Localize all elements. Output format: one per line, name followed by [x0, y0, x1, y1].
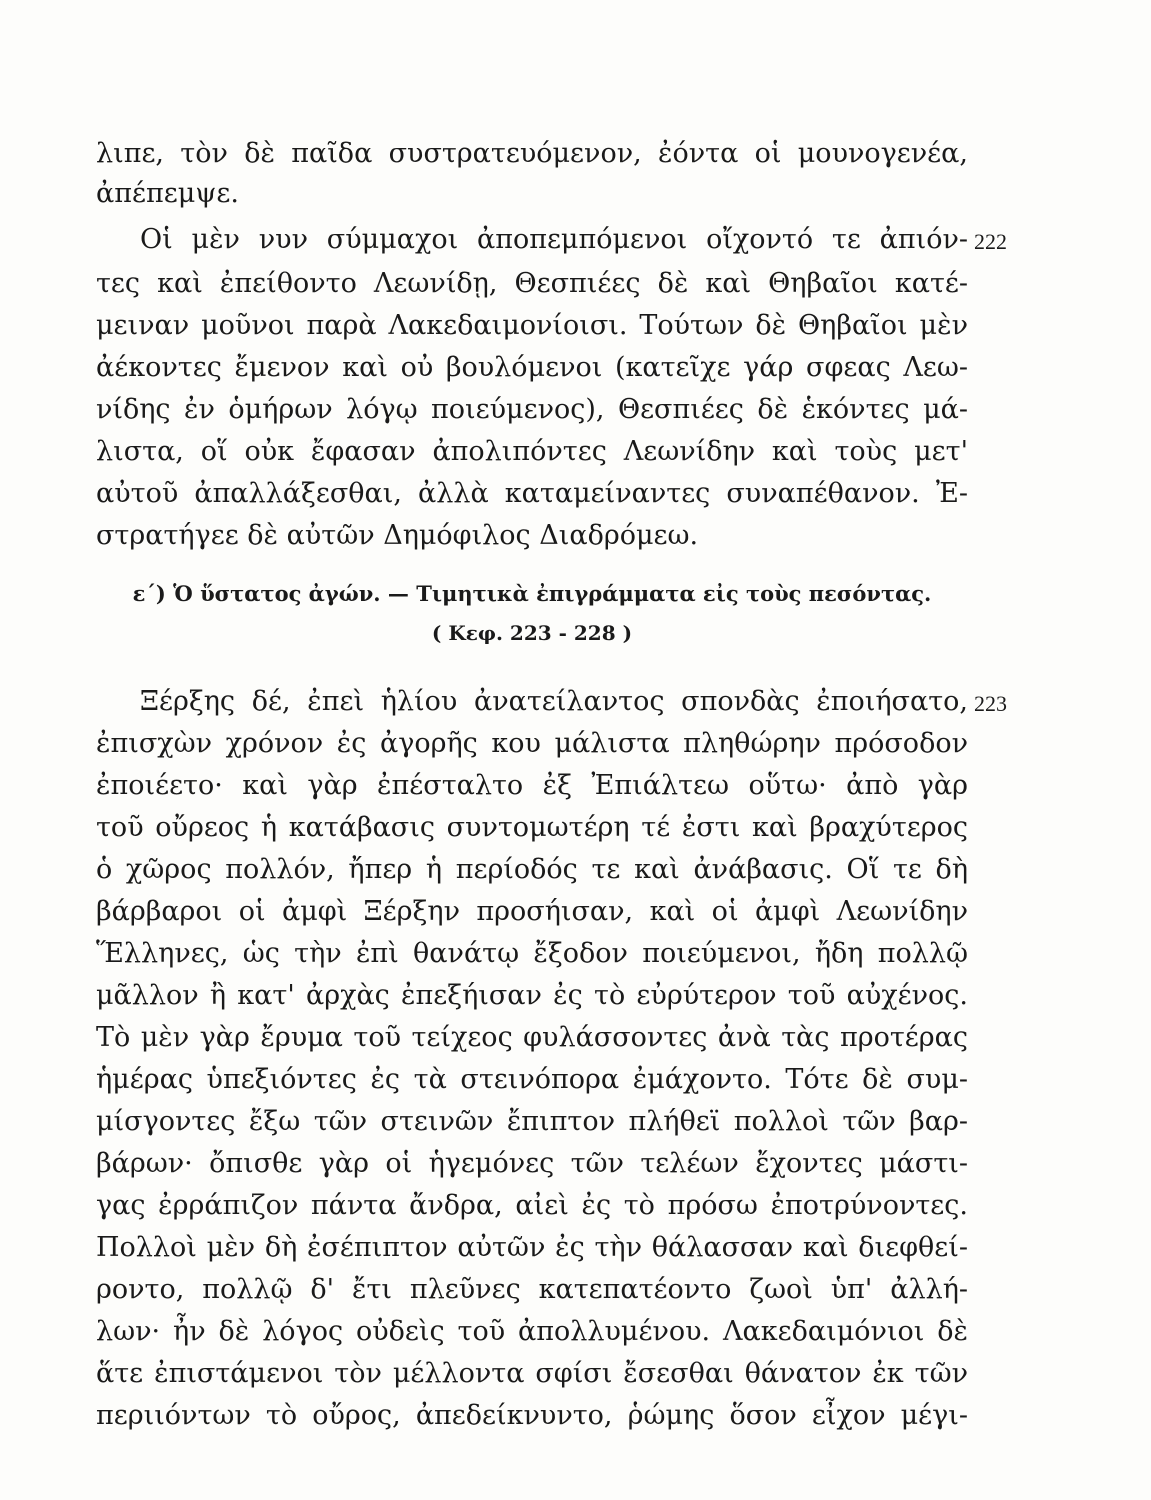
text-line: λιστα, οἵ οὐκ ἔφασαν ἀπολιπόντες Λεωνίδην καὶ τοὺς μετ' [96, 436, 968, 467]
text-line: τοῦ οὔρεος ἡ κατάβασις συντομωτέρη τέ ἐστι καὶ βραχύτερος [96, 812, 968, 843]
text-line: Οἱ μὲν νυν σύμμαχοι ἀποπεμπόμενοι οἴχοντό τε ἀπιόν- [140, 224, 968, 255]
text-line: νίδης ἐν ὁμήρων λόγῳ ποιεύμενος), Θεσπιέες δὲ ἑκόντες μά- [96, 394, 968, 425]
text-line: μίσγοντες ἔξω τῶν στεινῶν ἔπιπτον πλήθεϊ πολλοὶ τῶν βαρ- [96, 1106, 968, 1137]
text-line: τες καὶ ἐπείθοντο Λεωνίδῃ, Θεσπιέες δὲ καὶ Θηβαῖοι κατέ- [96, 268, 968, 299]
text-line: λιπε, τὸν δὲ παῖδα συστρατευόμενον, ἐόντα οἱ μουνογενέα, [96, 138, 968, 169]
text-line: Ἕλληνες, ὡς τὴν ἐπὶ θανάτῳ ἔξοδον ποιεύμενοι, ἤδη πολλῷ [96, 938, 968, 969]
text-line: Τὸ μὲν γὰρ ἔρυμα τοῦ τείχεος φυλάσσοντες ἀνὰ τὰς προτέρας [96, 1022, 968, 1053]
text-line: Ξέρξης δέ, ἐπεὶ ἡλίου ἀνατείλαντος σπονδὰς ἐποιήσατο, [140, 686, 968, 717]
text-line: ἀέκοντες ἔμενον καὶ οὐ βουλόμενοι (κατεῖχε γάρ σφεας Λεω- [96, 352, 968, 383]
text-line: αὐτοῦ ἀπαλλάξεσθαι, ἀλλὰ καταμείναντες συναπέθανον. Ἐ- [96, 478, 968, 509]
section-heading: ε΄) Ὁ ὕστατος ἀγών. — Τιμητικὰ ἐπιγράμματα εἰς τοὺς πεσόντας. [132, 581, 932, 606]
text-line: μειναν μοῦνοι παρὰ Λακεδαιμονίοισι. Τούτων δὲ Θηβαῖοι μὲν [96, 310, 968, 341]
text-line: στρατήγεε δὲ αὐτῶν Δημόφιλος Διαδρόμεω. [96, 520, 699, 551]
text-line: ἐποιέετο· καὶ γὰρ ἐπέσταλτο ἐξ Ἐπιάλτεω οὕτω· ἀπὸ γὰρ [96, 770, 968, 801]
text-line: γας ἐρράπιζον πάντα ἄνδρα, αἰεὶ ἐς τὸ πρόσω ἐποτρύνοντες. [96, 1190, 968, 1221]
text-line: βάρων· ὄπισθε γὰρ οἱ ἡγεμόνες τῶν τελέων ἔχοντες μάστι- [96, 1148, 968, 1179]
text-line: ὁ χῶρος πολλόν, ἤπερ ἡ περίοδός τε καὶ ἀνάβασις. Οἵ τε δὴ [96, 854, 968, 885]
text-line: ροντο, πολλῷ δ' ἔτι πλεῦνες κατεπατέοντο ζωοὶ ὑπ' ἀλλή- [96, 1274, 968, 1305]
text-line: μᾶλλον ἢ κατ' ἀρχὰς ἐπεξήισαν ἐς τὸ εὐρύτερον τοῦ αὐχένος. [96, 980, 968, 1011]
text-line: ἀπέπεμψε. [96, 178, 239, 209]
text-line: ἡμέρας ὑπεξιόντες ἐς τὰ στεινόπορα ἐμάχοντο. Τότε δὲ συμ- [96, 1064, 968, 1095]
text-line: λων· ἦν δὲ λόγος οὐδεὶς τοῦ ἀπολλυμένου. Λακεδαιμόνιοι δὲ [96, 1316, 968, 1347]
text-line: ἅτε ἐπιστάμενοι τὸν μέλλοντα σφίσι ἔσεσθαι θάνατον ἐκ τῶν [96, 1358, 968, 1389]
section-subheading: ( Κεφ. 223 - 228 ) [431, 621, 633, 645]
chapter-margin-number: 222 [974, 229, 1007, 254]
chapter-margin-number: 223 [974, 691, 1007, 716]
text-line: βάρβαροι οἱ ἀμφὶ Ξέρξην προσήισαν, καὶ οἱ ἀμφὶ Λεωνίδην [96, 896, 968, 927]
text-line: ἐπισχὼν χρόνον ἐς ἀγορῆς κου μάλιστα πληθώρην πρόσοδον [96, 728, 968, 759]
text-line: περιιόντων τὸ οὔρος, ἀπεδείκνυντο, ῥώμης ὅσον εἶχον μέγι- [96, 1400, 968, 1431]
text-line: Πολλοὶ μὲν δὴ ἐσέπιπτον αὐτῶν ἐς τὴν θάλασσαν καὶ διεφθεί- [96, 1232, 968, 1263]
